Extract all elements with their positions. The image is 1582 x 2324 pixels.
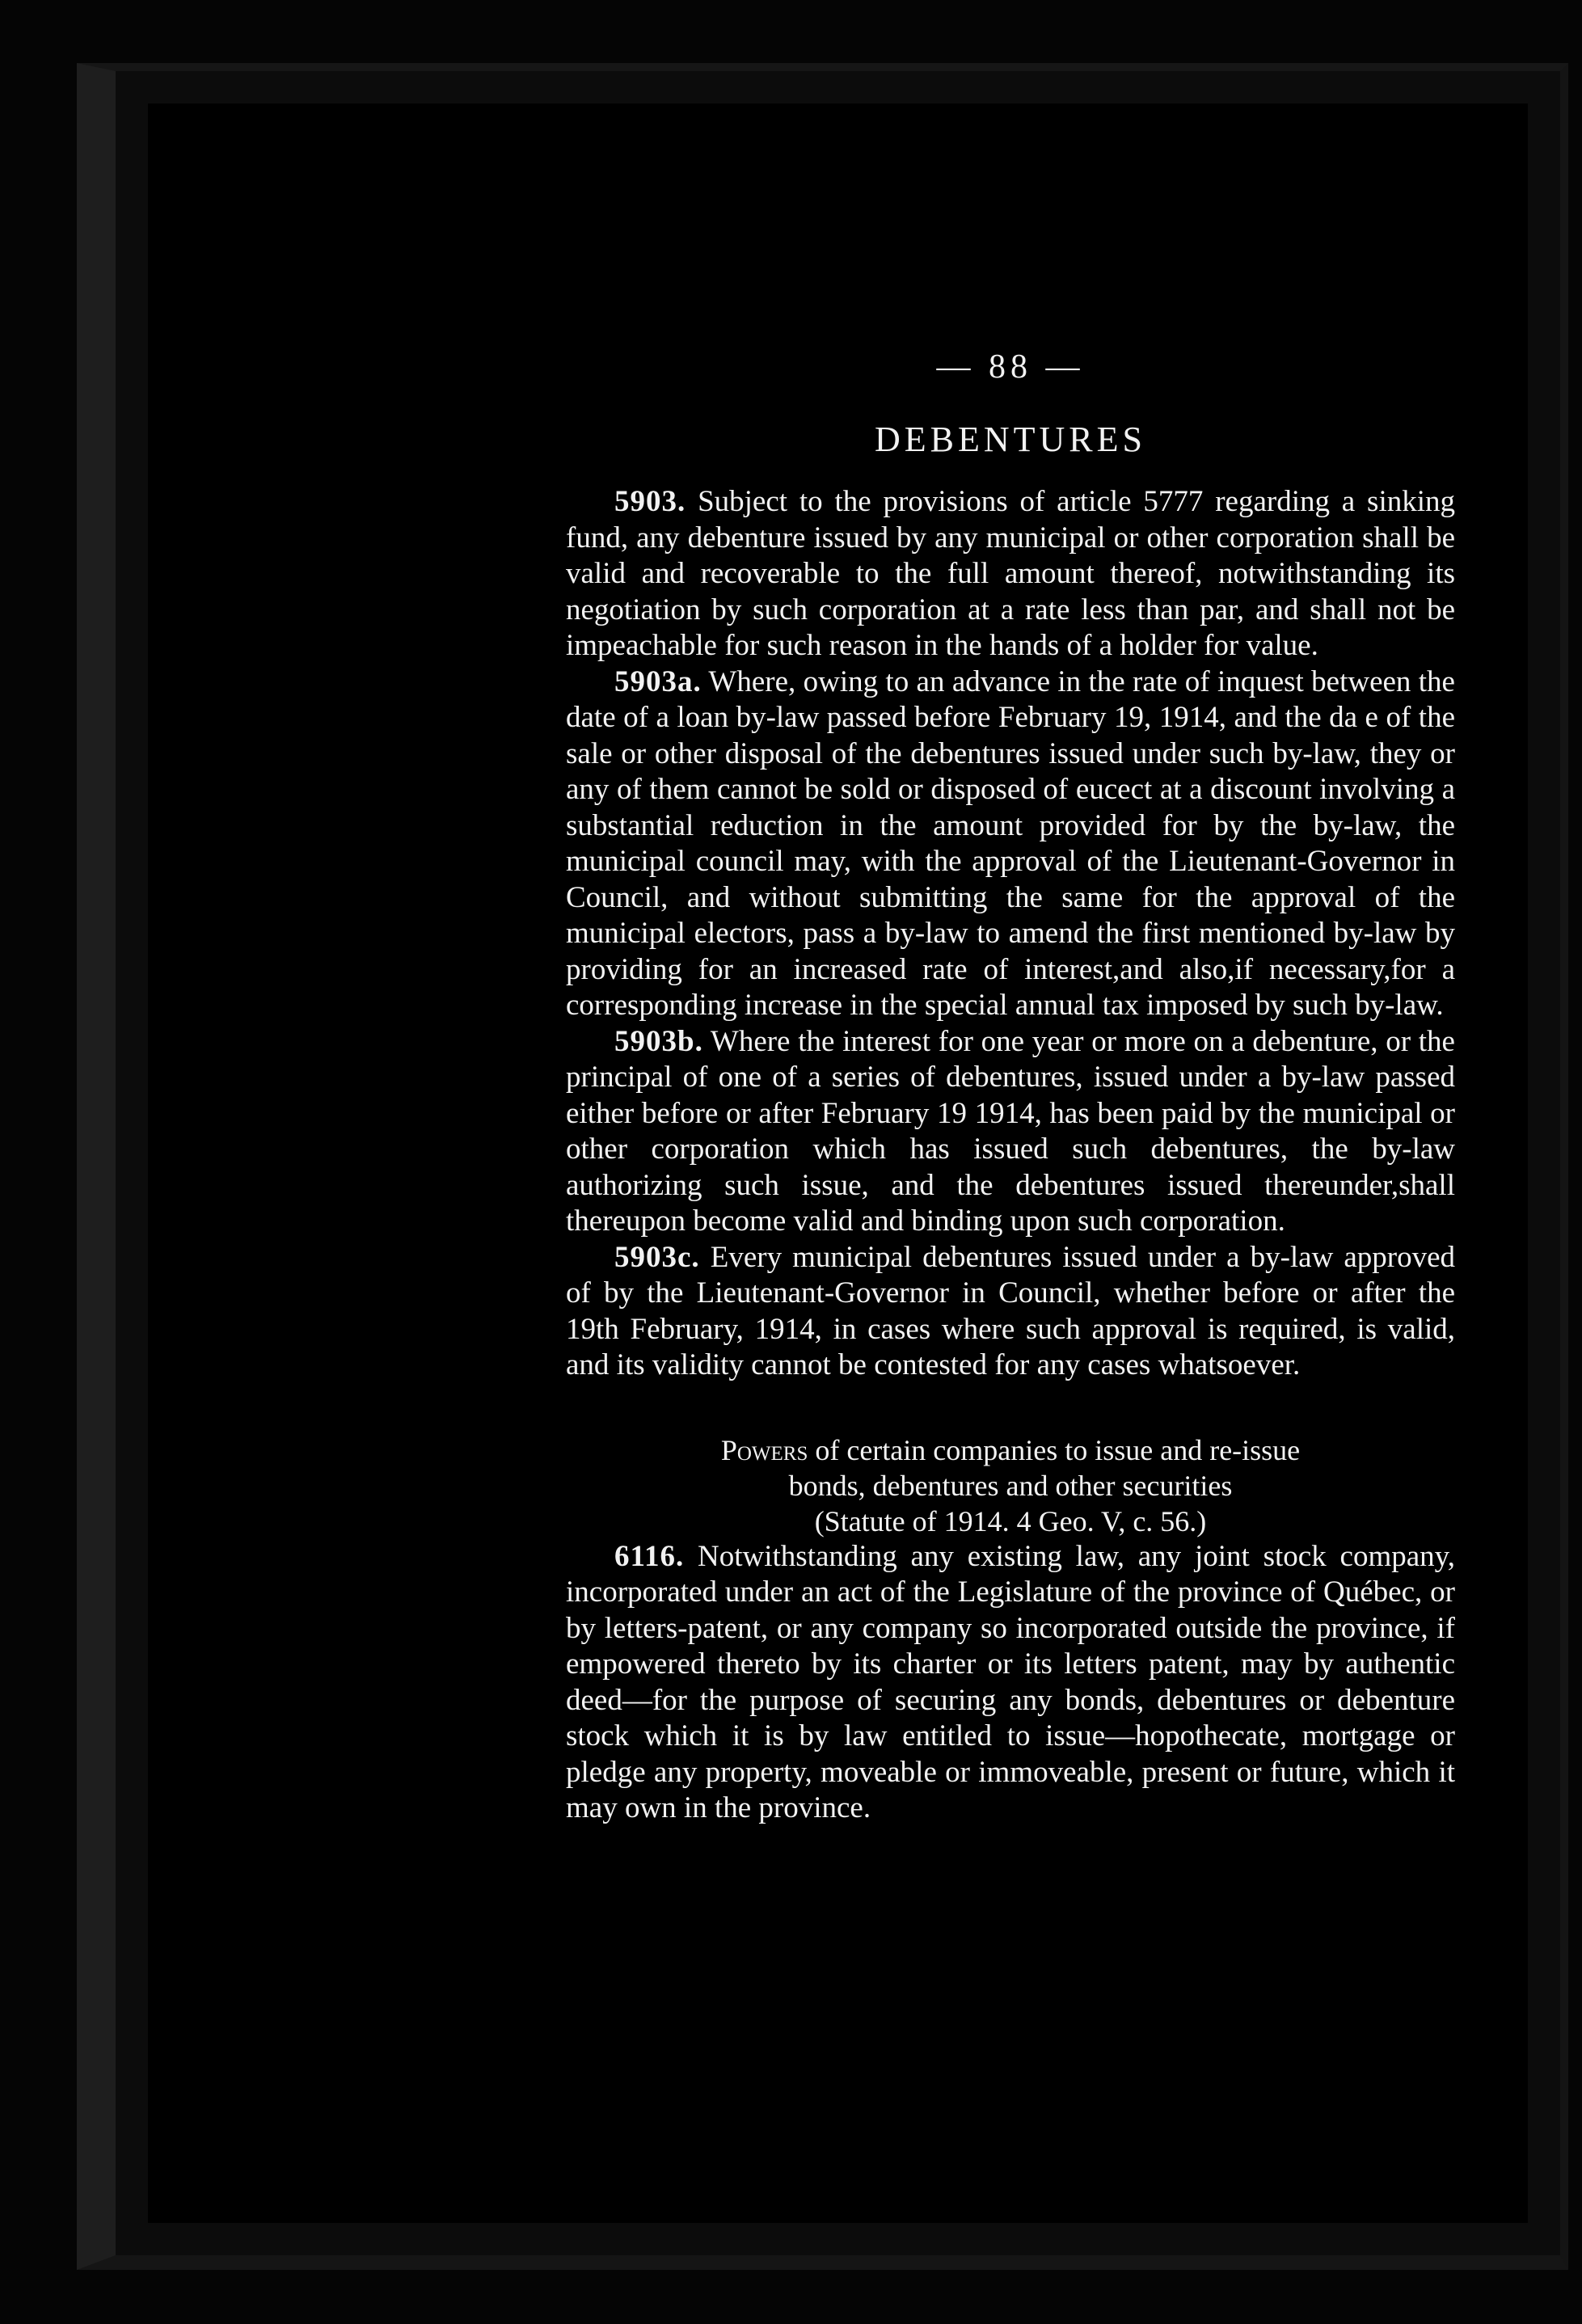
section-title: DEBENTURES: [875, 420, 1146, 459]
powers-heading-line1: [598, 1432, 1423, 1468]
article-5903b: [566, 1024, 1455, 1240]
article-number: 5903b.: [614, 1024, 703, 1058]
powers-heading-caps: Powers: [720, 1433, 808, 1466]
statute-citation: (Statute of 1914. 4 Geo. V, c. 56.): [814, 1504, 1207, 1537]
article-text: Where, owing to an advance in the rate of inquest between the date of a loan by-law passed before February 19, 1914, and the da e of the sale or other disposal of the debentures issued under such by-law, they or any of them cannot be sold or disposed of eucect at a discount involving a substantial reduction in the amount provided for by the by-law, the municipal council may, with the approval of the Lieutenant-Governor in Council, and without submitting the same for the approval of the municipal electors, pass a by-law to amend the first mentioned by-law by providing for an increased rate of interest,and also,if necessary,for a corresponding increase in the special annual tax imposed by such by-law.: [566, 664, 1455, 1022]
article-text: Notwithstanding any existing law, any joint stock company, incorporated under an act of the Legislature of the province of Québec, or by letters-patent, or any company so incorporated outside the province, if empowered thereto by its charter or its letters patent, may by authentic deed—for the purpose of securing any bonds, debentures or debenture stock which it is by law entitled to issue—hopothecate, mortgage or pledge any property, moveable or immoveable, present or future, which it may own in the province.: [566, 1539, 1455, 1824]
article-number: 5903.: [614, 485, 686, 518]
article-number: 6116.: [614, 1539, 685, 1573]
article-5903: [566, 484, 1455, 664]
powers-heading-rest: of certain companies to issue and re-issue: [808, 1433, 1301, 1466]
powers-heading-line2: bonds, debentures and other securities: [788, 1469, 1233, 1502]
article-5903c: [566, 1240, 1455, 1384]
article-number: 5903c.: [614, 1240, 700, 1274]
article-text: Subject to the provisions of article 5777 regarding a sinking fund, any debenture issued by any municipal or other corporation shall be valid and recoverable to the full amount thereof, notwithstanding its negotiation by such corporation at a rate less than par, and shall not be impeachable for such reason in the hands of a holder for value.: [566, 485, 1456, 662]
page-number: — 88 —: [936, 348, 1085, 386]
article-5903a: [566, 664, 1455, 1024]
article-text: Every municipal debentures issued under a by-law approved of by the Lieutenant-Governor in Council, whether before or after the 19th February, 1914, in cases where such approval is required, is valid, and its validity cannot be contested for any cases whatsoever.: [566, 1240, 1456, 1381]
article-6116: [566, 1539, 1455, 1827]
article-number: 5903a.: [614, 664, 702, 698]
powers-heading: [598, 1432, 1423, 1539]
document-page: [566, 348, 1455, 1827]
article-text: Where the interest for one year or more on a debenture, or the principal of one of a series of debentures, issued under a by-law passed either before or after February 19 1914, has been paid by the municipal or other corporation which has issued such debentures, the by-law authorizing such issue, and the debentures issued thereunder,shall thereupon become valid and binding upon such corporation.: [566, 1024, 1455, 1238]
